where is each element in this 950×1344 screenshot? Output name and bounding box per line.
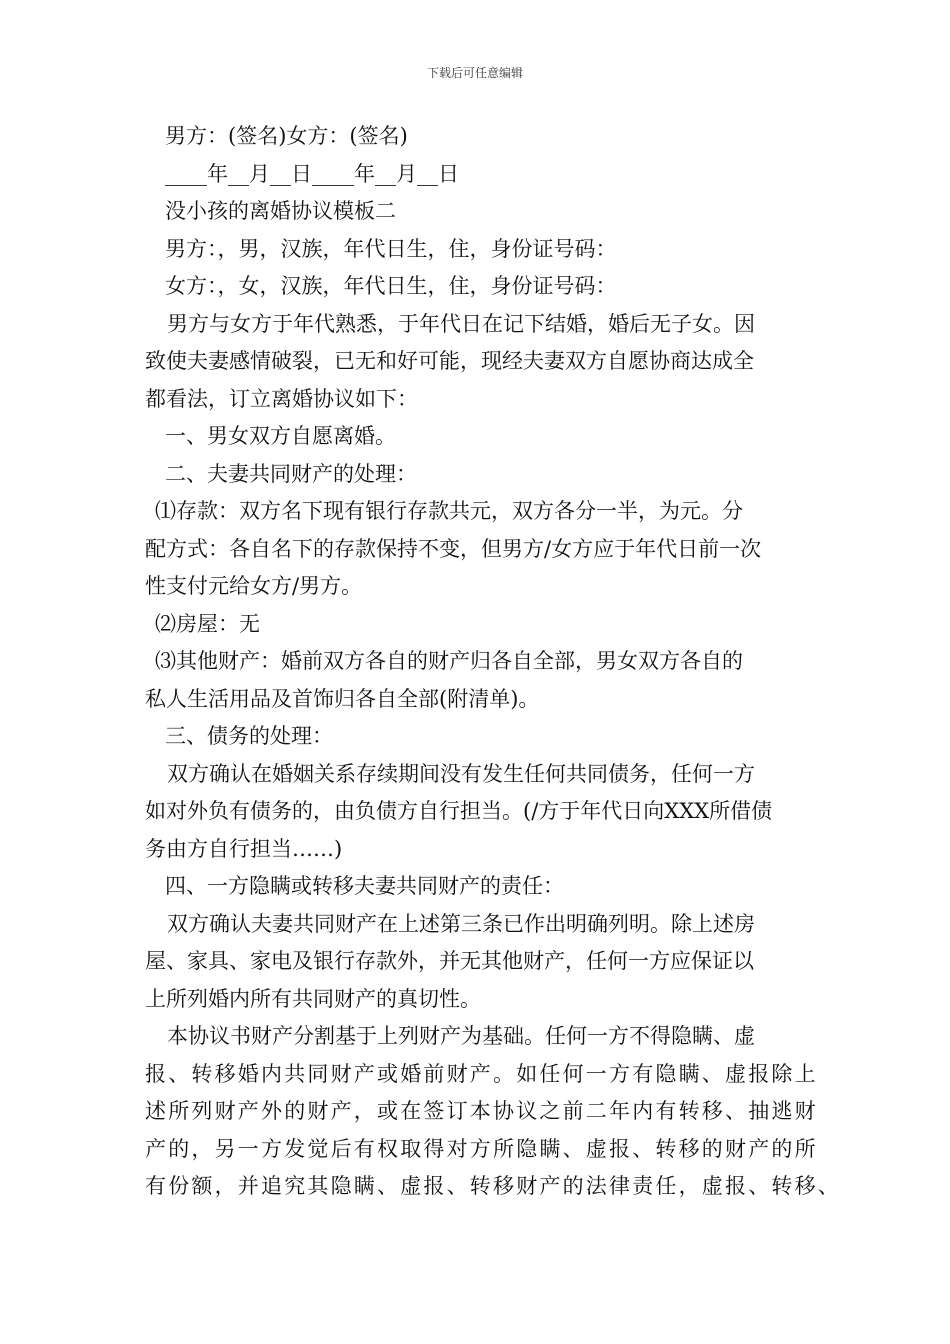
- section-title: 没小孩的离婚协议模板二: [165, 199, 396, 223]
- paragraph-line: 性支付元给女方/男方。: [145, 574, 363, 598]
- document-body: [145, 118, 841, 1206]
- paragraph-line: ⑵房屋：无: [155, 611, 260, 636]
- page-header: 下载后可任意编辑: [426, 66, 523, 80]
- paragraph-line: 产的，另一方发觉后有权取得对方所隐瞒、虚报、转移的财产的所: [145, 1136, 818, 1161]
- clause-heading: 二、夫妻共同财产的处理：: [165, 461, 417, 486]
- paragraph-line: ⑴存款：双方名下现有银行存款共元，双方各分一半，为元。分: [155, 499, 743, 523]
- party-male-line: 男方：，男，汉族，年代日生，住，身份证号码：: [165, 236, 617, 261]
- paragraph-line: 双方确认夫妻共同财产在上述第三条已作出明确列明。除上述房: [167, 911, 755, 936]
- paragraph-line: 务由方自行担当……): [145, 836, 343, 861]
- paragraph-line: 配方式：各自名下的存款保持不变，但男方/女方应于年代日前一次: [145, 536, 762, 561]
- clause-heading: 一、男女双方自愿离婚。: [165, 424, 396, 448]
- paragraph-line: 有份额，并追究其隐瞒、虚报、转移财产的法律责任，虚报、转移、: [145, 1174, 841, 1198]
- paragraph-line: 私人生活用品及首饰归各自全部(附清单)。: [145, 686, 540, 711]
- date-line: ____年__月__日____年__月__日: [165, 161, 459, 186]
- party-female-line: 女方：，女，汉族，年代日生，住，身份证号码：: [165, 274, 617, 298]
- paragraph-line: 本协议书财产分割基于上列财产为基础。任何一方不得隐瞒、虚: [167, 1024, 755, 1048]
- paragraph-line: 双方确认在婚姻关系存续期间没有发生任何共同债务，任何一方: [167, 761, 755, 786]
- paragraph-line: 屋、家具、家电及银行存款外，并无其他财产，任何一方应保证以: [145, 949, 754, 973]
- paragraph-line: 致使夫妻感情破裂，已无和好可能，现经夫妻双方自愿协商达成全: [145, 349, 754, 373]
- paragraph-line: 都看法，订立离婚协议如下：: [145, 386, 418, 411]
- clause-heading: 四、一方隐瞒或转移夫妻共同财产的责任：: [165, 874, 564, 898]
- paragraph-line: 上所列婚内所有共同财产的真切性。: [145, 986, 481, 1011]
- paragraph-line: 如对外负有债务的，由负债方自行担当。(/方于年代日向XXX所借债: [145, 799, 773, 823]
- paragraph-line: 报、转移婚内共同财产或婚前财产。如任何一方有隐瞒、虚报除上: [145, 1061, 818, 1086]
- clause-heading: 三、债务的处理：: [165, 724, 333, 748]
- paragraph-line: 男方与女方于年代熟悉，于年代日在记下结婚，婚后无子女。因: [167, 311, 755, 336]
- signature-line: 男方：(签名)女方：(签名): [165, 124, 408, 148]
- paragraph-line: 述所列财产外的财产，或在签订本协议之前二年内有转移、抽逃财: [145, 1099, 818, 1123]
- paragraph-line: ⑶其他财产：婚前双方各自的财产归各自全部，男女双方各自的: [155, 649, 743, 673]
